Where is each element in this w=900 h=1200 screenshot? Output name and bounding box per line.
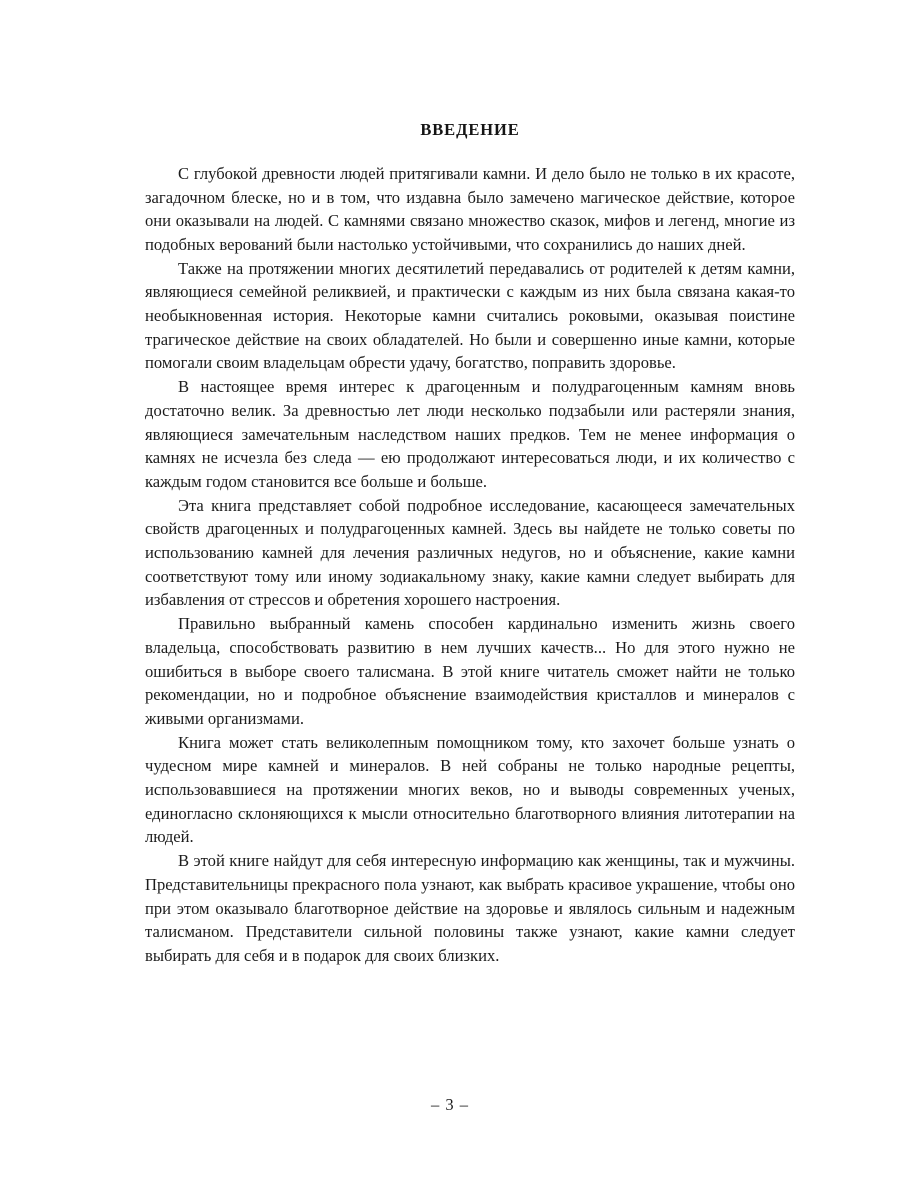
- paragraph: Книга может стать великолепным помощником тому, кто захочет больше узнать о чудесном мире камней и минералов. В ней собраны не только народные рецепты, использовавшиеся на протяжении многих веков, но и выводы современных ученых, единогласно склоняющихся к мысли относительно благотворного влияния литотерапии на людей.: [145, 732, 795, 847]
- paragraph: Правильно выбранный камень способен кардинально изменить жизнь своего владельца, способствовать развитию в нем лучших качеств... Но для этого нужно не ошибиться в выборе своего талисмана. В этой книге читатель сможет найти не только рекомендации, но и подробное объяснение взаимодействия кристаллов и минералов с живыми организмами.: [145, 614, 795, 728]
- page-title: ВВЕДЕНИЕ: [420, 120, 520, 139]
- paragraph: Также на протяжении многих десятилетий передавались от родителей к детям камни, являющиеся семейной реликвией, и практически с каждым из них была связана какая-то необыкновенная история. Некоторые камни считались роковыми, оказывая поистине трагическое действие на своих обладателей. Но были и совершенно иные камни, которые помогали своим владельцам обрести удачу, богатство, поправить здоровье.: [145, 258, 795, 373]
- paragraph: С глубокой древности людей притягивали камни. И дело было не только в их красоте, загадочном блеске, но и в том, что издавна было замечено магическое действие, которое они оказывали на людей. С камнями связано множество сказок, мифов и легенд, многие из подобных верований были настолько устойчивыми, что сохранились до наших дней.: [145, 163, 795, 254]
- paragraph: В этой книге найдут для себя интересную информацию как женщины, так и мужчины. Представительницы прекрасного пола узнают, как выбрать красивое украшение, чтобы оно при этом оказывало благотворное действие на здоровье и являлось сильным и надежным талисманом. Представители сильной половины также узнают, какие камни следует выбирать для себя и в подарок для своих близких.: [145, 851, 795, 965]
- page-number: – 3 –: [431, 1095, 469, 1114]
- page-content: [145, 120, 795, 968]
- body-text-block: [145, 162, 795, 968]
- paragraph: В настоящее время интерес к драгоценным и полудрагоценным камням вновь достаточно велик. За древностью лет люди несколько подзабыли или растеряли знания, являющиеся замечательным наследством наших предков. Тем не менее информация о камнях не исчезла без следа — ею продолжают интересоваться люди, и их количество с каждым годом становится все больше и больше.: [145, 377, 795, 491]
- paragraph: Эта книга представляет собой подробное исследование, касающееся замечательных свойств драгоценных и полудрагоценных камней. Здесь вы найдете не только советы по использованию камней для лечения различных недугов, но и объяснение, какие камни соответствуют тому или иному зодиакальному знаку, какие камни следует выбирать для избавления от стрессов и обретения хорошего настроения.: [145, 495, 795, 610]
